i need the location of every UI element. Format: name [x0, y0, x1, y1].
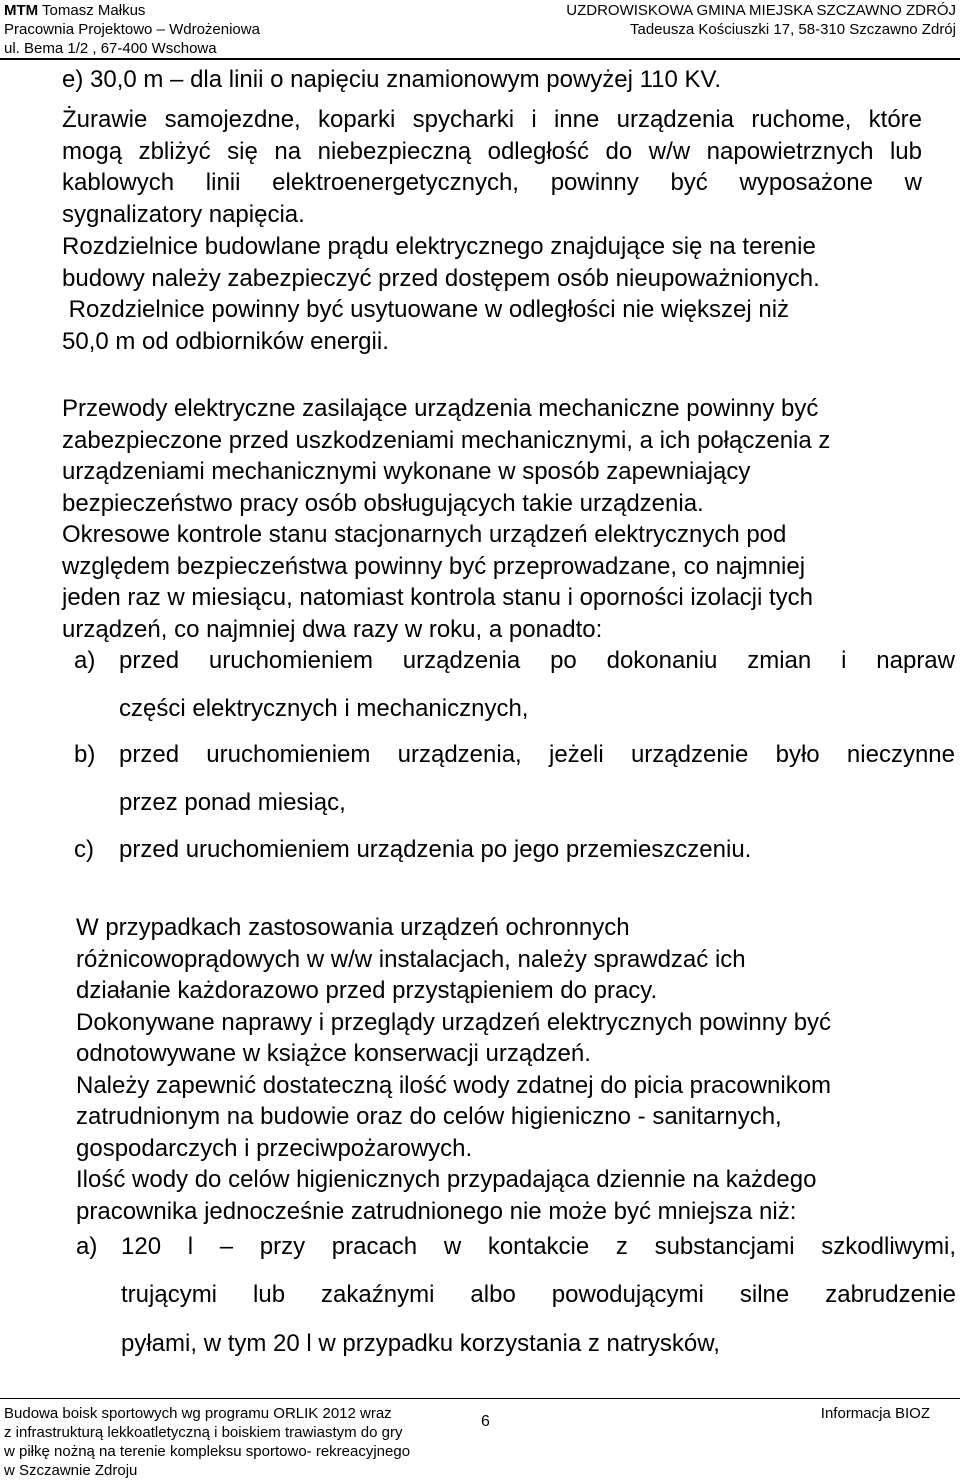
paragraph-line: pracownika jednocześnie zatrudnionego nie może być mniejsza niż: [76, 1197, 797, 1225]
header-right [566, 1, 956, 39]
footer-line: w piłkę nożną na terenie kompleksu sportowo- rekreacyjnego [4, 1443, 411, 1460]
header-divider [0, 58, 960, 60]
list-item-b [74, 741, 958, 841]
list-label: c) [74, 836, 94, 863]
paragraph-line: Okresowe kontrole stanu stacjonarnych urządzeń elektrycznych pod [62, 521, 787, 548]
paragraph-line: Rozdzielnice powinny być usytuowane w odległości nie większej niż [62, 296, 790, 323]
footer-project [4, 1404, 410, 1480]
list-item-c [74, 836, 958, 876]
list-label: b) [74, 741, 96, 768]
paragraph-line: jeden raz w miesiącu, natomiast kontrola stanu i oporności izolacji tych [62, 584, 814, 611]
list-text-cont: trującymi lub zakaźnymi albo powodującymi silne zabrudzenie [121, 1281, 956, 1308]
paragraph-line: 50,0 m od odbiorników energii. [62, 327, 389, 355]
paragraph-cranes [62, 104, 922, 230]
list-text: przed uruchomieniem urządzenia, jeżeli urządzenie było nieczynne [119, 741, 955, 768]
paragraph-line: Przewody elektryczne zasilające urządzenia mechaniczne powinny być [62, 395, 819, 422]
paragraph-line: Należy zapewnić dostateczną ilość wody zdatnej do picia pracownikom [76, 1071, 832, 1099]
paragraph-line: Dokonywane naprawy i przeglądy urządzeń elektrycznych powinny być [76, 1008, 832, 1036]
list-text: 120 l – przy pracach w kontakcie z substancjami szkodliwymi, [121, 1233, 956, 1260]
paragraph-line: W przypadkach zastosowania urządzeń ochronnych [76, 914, 630, 941]
paragraph-switchboards [62, 231, 922, 357]
list-text-cont: przez ponad miesiąc, [119, 789, 346, 816]
header-left [4, 1, 260, 58]
paragraph-line: działanie każdorazowo przed przystąpieniem do pracy. [76, 977, 658, 1004]
paragraph-line: różnicowoprądowych w w/w instalacjach, należy sprawdzać ich [76, 945, 746, 973]
company-address: ul. Bema 1/2 , 67-400 Wschowa [4, 40, 217, 57]
page-footer [0, 1398, 960, 1478]
client-address: Tadeusza Kościuszki 17, 58-310 Szczawno Zdrój [629, 21, 956, 38]
paragraph-wiring [62, 393, 926, 645]
list-label: a) [76, 1233, 98, 1260]
list-text: przed uruchomieniem urządzenia po jego przemieszczeniu. [119, 836, 752, 863]
list-text: przed uruchomieniem urządzenia po dokonaniu zmian i napraw [119, 647, 955, 674]
paragraph-line: gospodarczych i przeciwpożarowych. [76, 1134, 473, 1162]
footer-doc-type: Informacja BIOZ [820, 1405, 930, 1422]
paragraph-line: budowy należy zabezpieczyć przed dostępem osób nieupoważnionych. [62, 264, 820, 292]
footer-line: z infrastrukturą lekkoatletyczną i boiskiem trawiastym do gry [4, 1424, 403, 1441]
paragraph-line: kablowych linii elektroenergetycznych, powinny być wyposażone w [62, 169, 922, 196]
paragraph-line: Żurawie samojezdne, koparki spycharki i inne urządzenia ruchome, które [62, 106, 922, 133]
footer-line: w Szczawnie Zdroju [4, 1462, 138, 1479]
paragraph-line: sygnalizatory napięcia. [62, 200, 305, 228]
paragraph-line: bezpieczeństwo pracy osób obsługujących takie urządzenia. [62, 489, 704, 517]
list-item-a [74, 647, 958, 747]
paragraph-rcd [76, 912, 936, 1227]
paragraph-line: zatrudnionym na budowie oraz do celów higieniczno - sanitarnych, [76, 1103, 782, 1130]
paragraph-line: mogą zbliżyć się na niebezpieczną odległość do w/w napowietrznych lub [62, 137, 922, 165]
page-header [0, 0, 960, 58]
paragraph-line: odnotowywane w książce konserwacji urządzeń. [76, 1040, 591, 1067]
list-item-e: e) 30,0 m – dla linii o napięciu znamionowym powyżej 110 KV. [62, 66, 722, 93]
list-text-cont: części elektrycznych i mechanicznych, [119, 695, 529, 722]
paragraph-line: względem bezpieczeństwa powinny być przeprowadzane, co najmniej [62, 552, 806, 580]
paragraph-line: urządzeń, co najmniej dwa razy w roku, a ponadto: [62, 615, 603, 643]
footer-line: Budowa boisk sportowych wg programu ORLIK 2012 wraz [4, 1405, 392, 1422]
page-number: 6 [481, 1413, 490, 1430]
company-owner: Tomasz Małkus [38, 2, 146, 19]
company-name [4, 1, 260, 20]
client-name: UZDROWISKOWA GMINA MIEJSKA SZCZAWNO ZDRÓJ [566, 2, 956, 19]
list-label: a) [74, 647, 96, 674]
paragraph-line: Rozdzielnice budowlane prądu elektrycznego znajdujące się na terenie [62, 233, 816, 260]
paragraph-line: zabezpieczone przed uszkodzeniami mechanicznymi, a ich połączenia z [62, 426, 831, 454]
studio-name: Pracownia Projektowo – Wdrożeniowa [4, 21, 260, 38]
company-logo-text: MTM [4, 2, 39, 19]
paragraph-line: urządzeniami mechanicznymi wykonane w sposób zapewniający [62, 458, 751, 485]
list-text-cont: pyłami, w tym 20 l w przypadku korzystania z natrysków, [121, 1330, 720, 1357]
paragraph-line: Ilość wody do celów higienicznych przypadająca dziennie na każdego [76, 1166, 817, 1193]
list-item-water-a [76, 1233, 956, 1383]
